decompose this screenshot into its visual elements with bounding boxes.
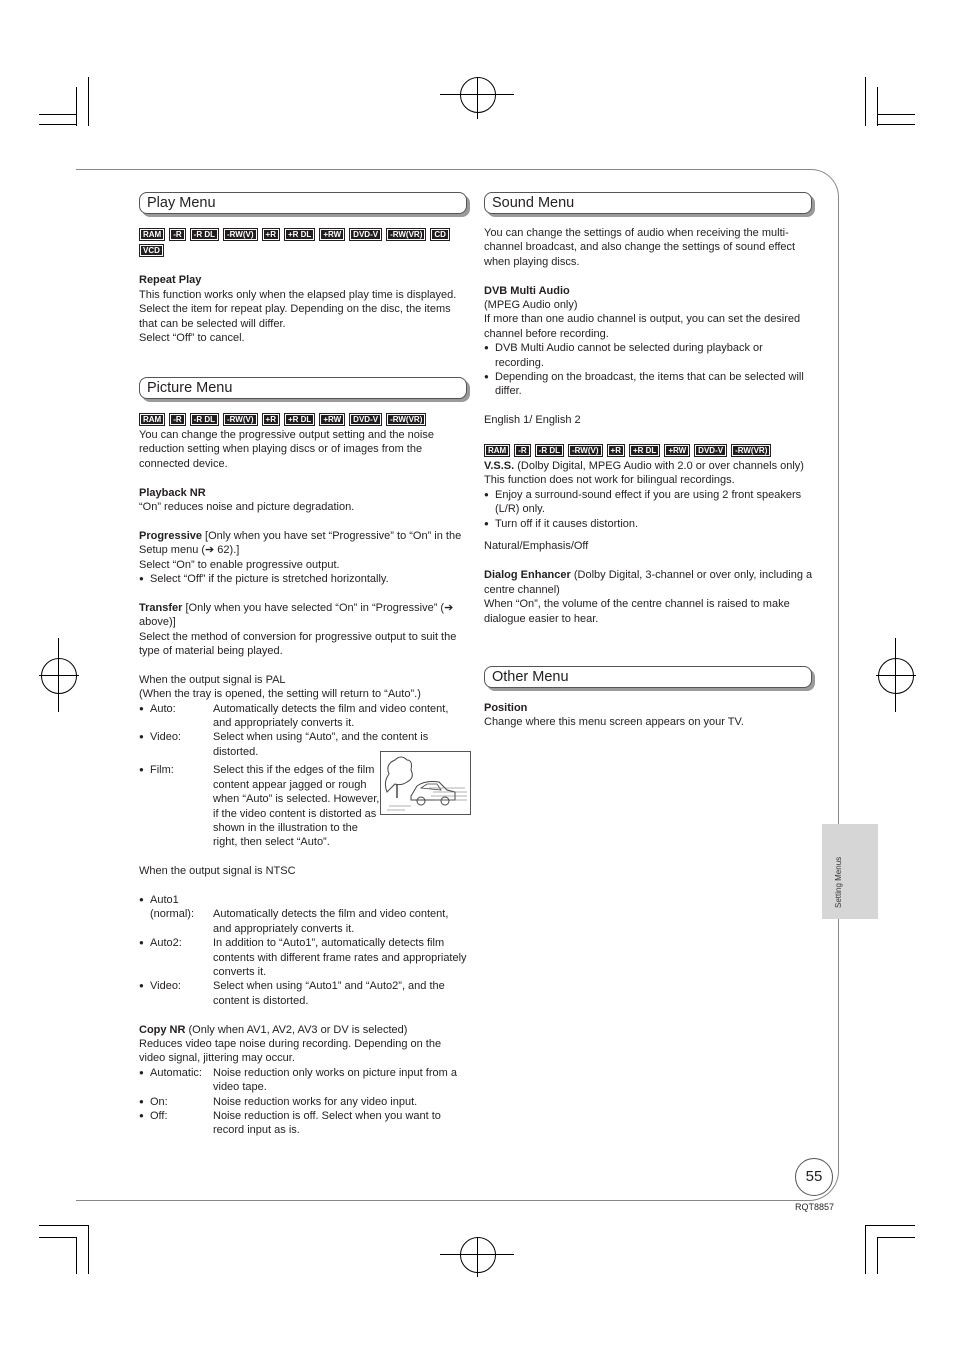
playback-nr-heading: Playback NR: [139, 486, 206, 499]
disc-badge: -RW(VR): [386, 228, 426, 241]
repeat-play-line: Select the item for repeat play. Depending on the disc, the items that can be selected will differ.: [139, 303, 451, 330]
ntsc-heading: When the output signal is NTSC: [139, 865, 296, 878]
pal-item: ● Auto: Automatically detects the film and video content, and appropriately converts it.: [139, 702, 469, 731]
sound-menu-header: Sound Menu: [484, 192, 812, 214]
copy-nr-item: ● Off: Noise reduction is off. Select when you want to record input as is.: [139, 1109, 469, 1138]
sound-menu-disc-badges: [484, 444, 814, 457]
disc-badge: +R: [262, 413, 280, 426]
play-menu-header: Play Menu: [139, 192, 467, 214]
disc-badge: VCD: [139, 244, 164, 257]
copy-nr-item: ● On: Noise reduction works for any video input.: [139, 1095, 469, 1109]
repeat-play-line: This function works only when the elapsed play time is displayed.: [139, 288, 457, 301]
picture-menu-header: Picture Menu: [139, 377, 467, 399]
disc-badge: -R DL: [190, 413, 219, 426]
pal-note: (When the tray is opened, the setting will return to “Auto”.): [139, 688, 421, 701]
position-heading: Position: [484, 702, 528, 714]
disc-badge: DVD-V: [349, 413, 382, 426]
disc-badge: -R: [514, 444, 530, 457]
repeat-play-line: Select “Off” to cancel.: [139, 332, 245, 345]
pal-heading: When the output signal is PAL: [139, 673, 286, 686]
car-illustration-icon: [381, 752, 470, 814]
disc-badge: +R: [262, 228, 280, 241]
dialog-note: (Dolby Digital, 3-channel or over only, including a centre channel): [484, 569, 813, 596]
other-menu-header: Other Menu: [484, 666, 812, 688]
progressive-line: [139, 529, 469, 558]
transfer-note: [Only when you have selected “On” in “Progressive” (➔ above)]: [139, 601, 454, 629]
dvb-bullet: ● Depending on the broadcast, the items that can be selected will differ.: [484, 370, 814, 399]
dialog-heading: Dialog Enhancer: [484, 569, 571, 582]
dvb-options: English 1/ English 2: [484, 414, 581, 427]
page-number: 55: [795, 1158, 833, 1196]
vss-line: [484, 459, 814, 473]
play-menu-disc-badges: [139, 228, 469, 257]
repeat-play-heading: Repeat Play: [139, 274, 202, 287]
progressive-bullet: ● Select “Off” if the picture is stretched horizontally.: [139, 572, 469, 586]
distortion-illustration: [380, 751, 471, 815]
vss-text: This function does not work for bilingual recordings.: [484, 474, 735, 487]
dialog-text: When “On”, the volume of the centre channel is raised to make dialogue easier to hear.: [484, 598, 790, 625]
vss-note: (Dolby Digital, MPEG Audio with 2.0 or over channels only): [514, 460, 804, 473]
copy-nr-note: (Only when AV1, AV2, AV3 or DV is selected): [185, 1023, 408, 1036]
progressive-heading: Progressive: [139, 529, 202, 542]
disc-badge: -R: [169, 228, 185, 241]
ntsc-item: ● Auto2: In addition to “Auto1”, automatically detects film contents with different frame rates and appropriately converts it.: [139, 936, 469, 979]
copy-nr-heading: Copy NR: [139, 1023, 186, 1036]
position-text: Change where this menu screen appears on your TV.: [484, 716, 744, 729]
disc-badge: -R DL: [190, 228, 219, 241]
side-tab-label: Setting Menus: [834, 856, 843, 908]
disc-badge: +RW: [319, 413, 345, 426]
doc-code: RQT8857: [795, 1202, 835, 1212]
disc-badge: -RW(V): [223, 413, 258, 426]
playback-nr-text: “On” reduces noise and picture degradation.: [139, 501, 355, 514]
disc-badge: +R: [607, 444, 625, 457]
disc-badge: DVD-V: [694, 444, 727, 457]
vss-bullet: ● Turn off if it causes distortion.: [484, 517, 814, 531]
transfer-line: [139, 601, 469, 630]
dvb-text: If more than one audio channel is output, you can set the desired channel before recording.: [484, 313, 801, 340]
disc-badge: -R DL: [535, 444, 564, 457]
disc-badge: -RW(VR): [731, 444, 771, 457]
transfer-text: Select the method of conversion for progressive output to suit the type of material being played.: [139, 630, 457, 658]
side-tab: [822, 824, 878, 919]
vss-bullet: ● Enjoy a surround-sound effect if you are using 2 front speakers (L/R) only.: [484, 488, 814, 517]
dvb-bullet: ● DVB Multi Audio cannot be selected during playback or recording.: [484, 341, 814, 370]
dvb-heading: DVB Multi Audio: [484, 284, 570, 297]
disc-badge: -RW(VR): [386, 413, 426, 426]
ntsc-item-auto1: (normal): Automatically detects the film and video content, and appropriately converts it.: [150, 908, 449, 935]
sound-menu-section: [484, 226, 814, 626]
sound-menu-intro: You can change the settings of audio when receiving the multi-channel broadcast, and also change the settings of sound effect when playing discs.: [484, 227, 796, 268]
picture-menu-disc-badges: [139, 413, 469, 426]
disc-badge: RAM: [139, 413, 165, 426]
disc-badge: RAM: [484, 444, 510, 457]
play-menu-section: [139, 228, 469, 345]
ntsc-auto1-term: ● Auto1: [139, 893, 469, 907]
disc-badge: CD: [430, 228, 450, 241]
disc-badge: +RW: [664, 444, 690, 457]
disc-badge: DVD-V: [349, 228, 382, 241]
progressive-line1: Select “On” to enable progressive output.: [139, 558, 340, 571]
vss-options: Natural/Emphasis/Off: [484, 540, 589, 553]
pal-item: ● Video: Select when using “Auto”, and the content is distorted.: [139, 730, 469, 759]
copy-nr-line: [139, 1023, 469, 1037]
disc-badge: +R DL: [284, 413, 315, 426]
disc-badge: +RW: [319, 228, 345, 241]
disc-badge: -R: [169, 413, 185, 426]
progressive-note: [Only when you have set “Progressive” to “On” in the Setup menu (➔ 62).]: [139, 529, 462, 557]
vss-heading: V.S.S.: [484, 460, 515, 473]
disc-badge: RAM: [139, 228, 165, 241]
disc-badge: +R DL: [629, 444, 660, 457]
other-menu-section: [484, 701, 814, 730]
picture-menu-intro: You can change the progressive output setting and the noise reduction setting when playing discs or of images from the connected device.: [139, 429, 434, 470]
ntsc-item: ● Video: Select when using “Auto1” and “Auto2”, and the content is distorted.: [139, 979, 469, 1008]
disc-badge: -RW(V): [223, 228, 258, 241]
dvb-sub: (MPEG Audio only): [484, 299, 578, 312]
disc-badge: -RW(V): [568, 444, 603, 457]
copy-nr-text: Reduces video tape noise during recording. Depending on the video signal, jittering may occur.: [139, 1037, 442, 1065]
dialog-line: [484, 568, 814, 597]
disc-badge: +R DL: [284, 228, 315, 241]
pal-item-film: ● Film: Select this if the edges of the film content appear jagged or rough when “Auto” is selected. However, if the video content is distorted as shown in the illustration to the right, then select “Auto”.: [139, 759, 469, 849]
copy-nr-item: ● Automatic: Noise reduction only works on picture input from a video tape.: [139, 1066, 469, 1095]
transfer-heading: Transfer: [139, 601, 183, 614]
